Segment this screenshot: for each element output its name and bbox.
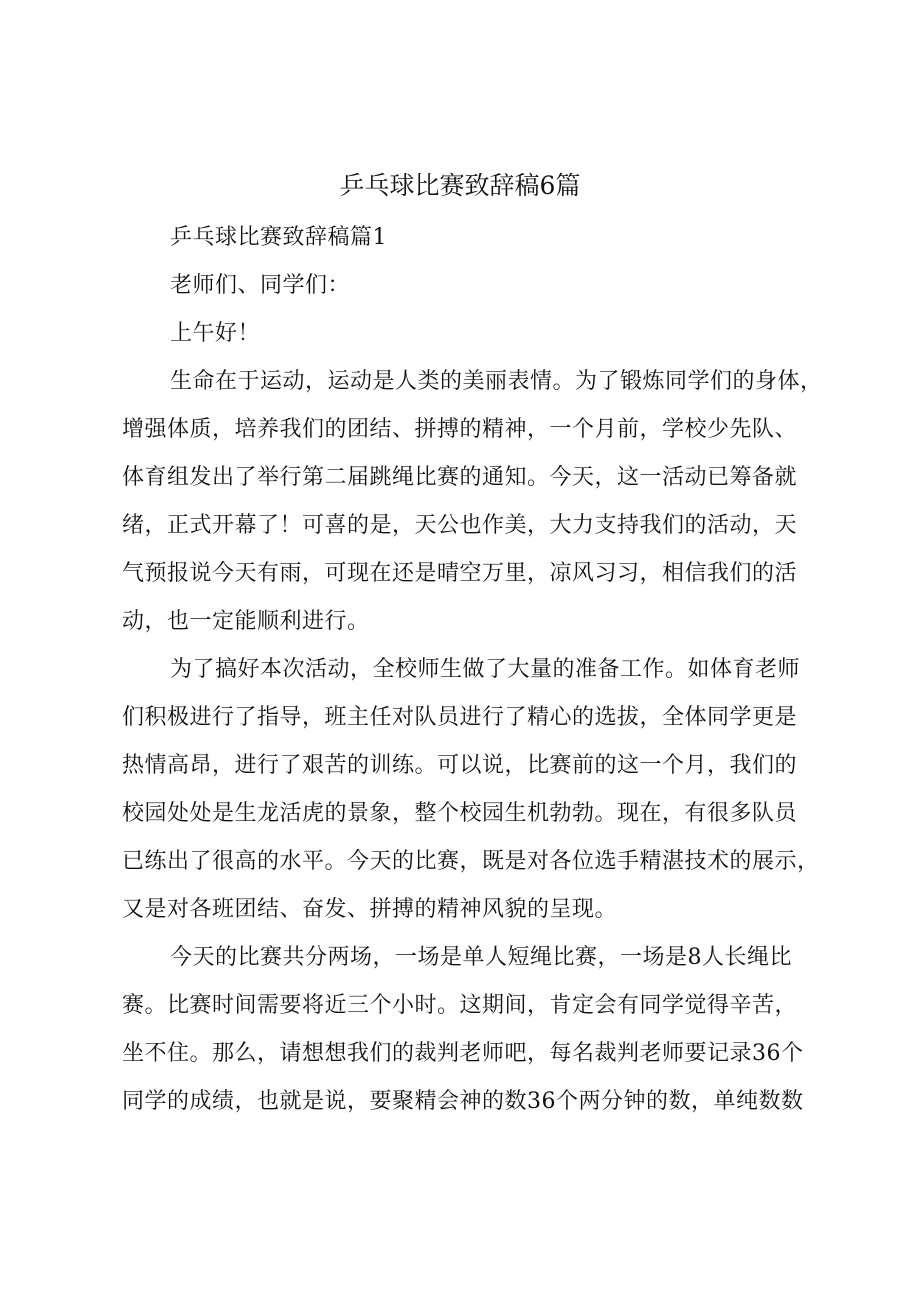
text-line: 赛。比赛时间需要将近三个小时。这期间，肯定会有同学觉得辛苦， (122, 993, 798, 1018)
text-line: 绪，正式开幕了！可喜的是，天公也作美，大力支持我们的活动，天 (122, 513, 798, 538)
text-line: 又是对各班团结、奋发、拼搏的精神风貌的呈现。 (122, 897, 618, 922)
greeting (122, 310, 822, 358)
text-line: 老师们、同学们： (170, 273, 351, 298)
text-line: 已练出了很高的水平。今天的比赛，既是对各位选手精湛技术的展示， (122, 849, 820, 874)
text-line: 们积极进行了指导，班主任对队员进行了精心的选拔，全体同学更是 (122, 705, 798, 730)
text-line: 动，也一定能顺利进行。 (122, 609, 370, 634)
text-line: 坐不住。那么，请想想我们的裁判老师吧，每名裁判老师要记录36个 (122, 1041, 804, 1066)
text-line: 上午好！ (170, 321, 261, 346)
text-line: 热情高昂，进行了艰苦的训练。可以说，比赛前的这一个月，我们的 (122, 753, 798, 778)
body-paragraph-1 (122, 358, 822, 646)
text-line: 校园处处是生龙活虎的景象，整个校园生机勃勃。现在，有很多队员 (122, 801, 798, 826)
text-line: 生命在于运动，运动是人类的美丽表情。为了锻炼同学们的身体， (170, 369, 823, 394)
text-line: 为了搞好本次活动，全校师生做了大量的准备工作。如体育老师 (170, 657, 801, 682)
text-line: 气预报说今天有雨，可现在还是晴空万里，凉风习习，相信我们的活 (122, 561, 798, 586)
body-paragraph-2 (122, 646, 822, 934)
text-line: 乒乓球比赛致辞稿篇1 (170, 225, 387, 250)
text-line: 今天的比赛共分两场，一场是单人短绳比赛，一场是8人长绳比 (170, 945, 792, 970)
document-title: 乒乓球比赛致辞稿6篇 (339, 171, 581, 200)
text-line: 体育组发出了举行第二届跳绳比赛的通知。今天，这一活动已筹备就 (122, 465, 798, 490)
body-paragraph-3 (122, 934, 822, 1126)
text-line: 同学的成绩，也就是说，要聚精会神的数36个两分钟的数，单纯数数 (122, 1089, 804, 1114)
document-body (122, 214, 822, 1126)
salutation (122, 262, 822, 310)
section-heading (122, 214, 822, 262)
text-line: 增强体质，培养我们的团结、拼搏的精神，一个月前，学校少先队、 (122, 417, 798, 442)
